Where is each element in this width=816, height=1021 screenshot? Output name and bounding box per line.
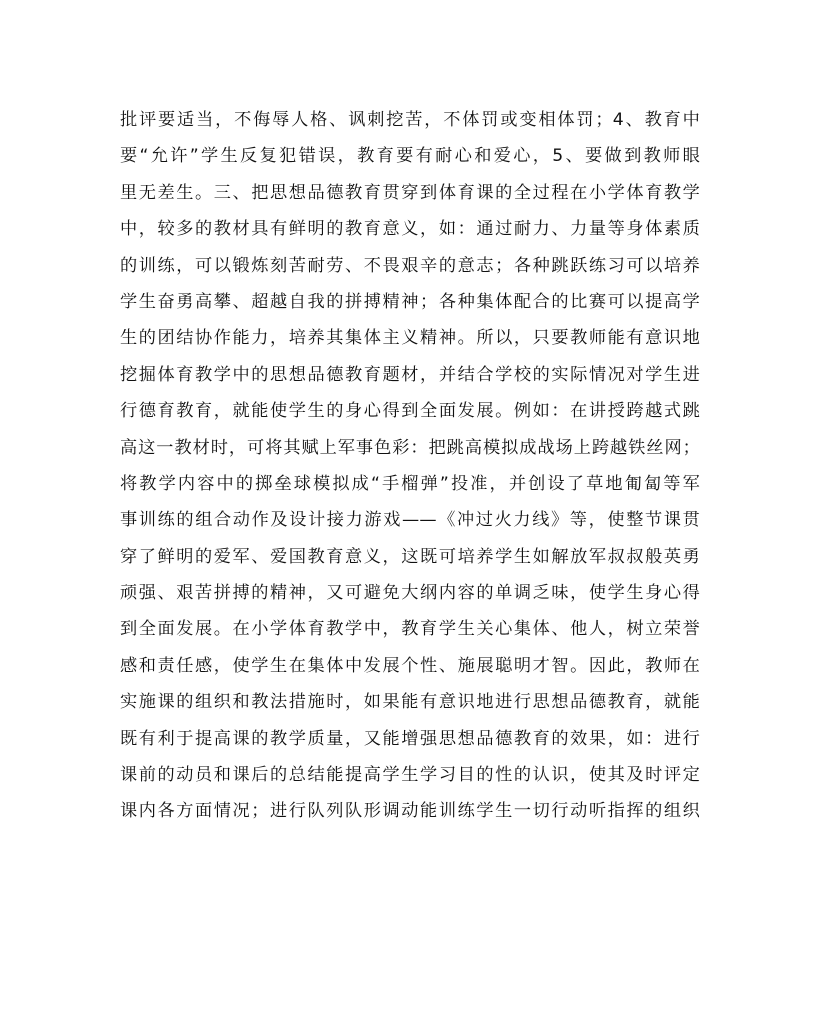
text-line: 学生奋勇高攀、超越自我的拼搏精神；各种集体配合的比赛可以提高学 bbox=[120, 291, 700, 312]
text-line: 既有利于提高课的教学质量，又能增强思想品德教育的效果，如：进行 bbox=[120, 728, 700, 749]
text-line: 课前的动员和课后的总结能提高学生学习目的性的认识，使其及时评定 bbox=[120, 765, 700, 786]
text-line: 中，较多的教材具有鲜明的教育意义，如：通过耐力、力量等身体素质 bbox=[120, 219, 700, 240]
text-line: 穿了鲜明的爱军、爱国教育意义，这既可培养学生如解放军叔叔般英勇 bbox=[120, 546, 700, 567]
text-line: 到全面发展。在小学体育教学中，教育学生关心集体、他人，树立荣誉 bbox=[120, 619, 700, 640]
text-line: 感和责任感，使学生在集体中发展个性、施展聪明才智。因此，教师在 bbox=[120, 655, 700, 676]
text-line: 里无差生。三、把思想品德教育贯穿到体育课的全过程在小学体育教学 bbox=[120, 182, 700, 203]
text-line: 将教学内容中的掷垒球模拟成“手榴弹”投准，并创设了草地匍匐等军 bbox=[120, 473, 700, 494]
text-line: 的训练，可以锻炼刻苦耐劳、不畏艰辛的意志；各种跳跃练习可以培养 bbox=[120, 255, 700, 276]
text-line: 实施课的组织和教法措施时，如果能有意识地进行思想品德教育，就能 bbox=[120, 692, 700, 713]
text-line: 事训练的组合动作及设计接力游戏——《冲过火力线》等，使整节课贯 bbox=[120, 510, 700, 531]
text-line: 挖掘体育教学中的思想品德教育题材，并结合学校的实际情况对学生进 bbox=[120, 364, 700, 385]
text-line: 批评要适当，不侮辱人格、讽刺挖苦，不体罚或变相体罚；4、教育中 bbox=[120, 110, 700, 130]
text-line: 生的团结协作能力，培养其集体主义精神。所以，只要教师能有意识地 bbox=[120, 328, 700, 349]
text-line: 课内各方面情况；进行队列队形调动能训练学生一切行动听指挥的组织 bbox=[120, 801, 700, 822]
text-line: 行德育教育，就能使学生的身心得到全面发展。例如：在讲授跨越式跳 bbox=[120, 401, 700, 422]
body-text bbox=[120, 102, 700, 830]
text-line: 高这一教材时，可将其赋上军事色彩：把跳高模拟成战场上跨越铁丝网； bbox=[120, 437, 700, 458]
text-line: 顽强、艰苦拼搏的精神，又可避免大纲内容的单调乏味，使学生身心得 bbox=[120, 583, 700, 604]
text-line: 要“允许”学生反复犯错误，教育要有耐心和爱心，5、要做到教师眼 bbox=[120, 146, 700, 167]
